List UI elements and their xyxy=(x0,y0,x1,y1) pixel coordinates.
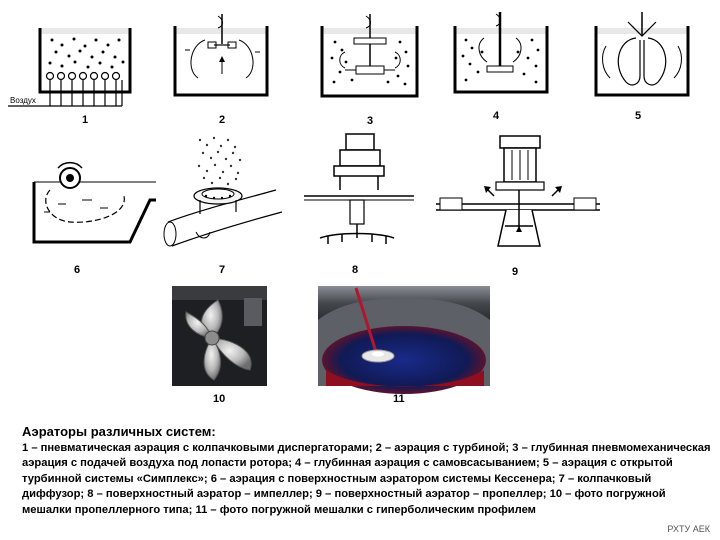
caption xyxy=(22,424,712,519)
panel-11-hyperbolic-photo xyxy=(318,286,490,394)
panel-1-pneumatic-aeration xyxy=(8,28,130,106)
panel-9-propeller xyxy=(436,136,600,246)
panel-3-label: 3 xyxy=(367,115,374,127)
panel-7-cap-diffuser xyxy=(164,137,282,246)
panel-9-label: 9 xyxy=(512,266,519,278)
caption-body: 1 – пневматическая аэрация с колпачковыми диспергаторами; 2 – аэрация с турбиной; 3 – глубинная пневмомеханическая аэрация с подачей воздуха под лопасти ротора; 4 – глубинная аэрация с самовсасыванием; 5 – аэрация с открытой турбинной системы «Симплекс»; 6 – аэрация с поверхностным аэратором системы Кессенера; 7 – колпачковый диффузор; 8 – поверхностный аэратор – импеллер; 9 – поверхностный аэратор – пропеллер; 10 – фото погружной мешалки пропеллерного типа; 11 – фото погружной мешалки с гиперболическим профилем xyxy=(22,441,711,516)
panel-10-label: 10 xyxy=(213,393,226,405)
panel-4-self-suction xyxy=(455,12,547,92)
panel-1-air-label: Воздух xyxy=(10,96,36,105)
panel-2-turbine-aeration xyxy=(175,14,267,95)
panel-5-label: 5 xyxy=(635,110,642,122)
footer-credit: РХТУ АЕК xyxy=(667,524,710,534)
panel-1-label: 1 xyxy=(82,114,89,126)
panel-2-label: 2 xyxy=(219,114,226,126)
panel-11-label: 11 xyxy=(393,393,405,405)
panel-10-propeller-photo xyxy=(172,286,267,386)
panel-3-deep-pneumomechanical xyxy=(322,14,417,96)
panel-5-simplex xyxy=(596,12,688,95)
panel-8-label: 8 xyxy=(352,264,359,276)
panel-6-label: 6 xyxy=(74,264,81,276)
panel-4-label: 4 xyxy=(493,110,500,122)
caption-title: Аэраторы различных систем: xyxy=(22,424,216,439)
panel-6-kessener xyxy=(34,163,156,242)
panel-7-label: 7 xyxy=(219,264,226,276)
panel-8-impeller xyxy=(304,134,414,244)
